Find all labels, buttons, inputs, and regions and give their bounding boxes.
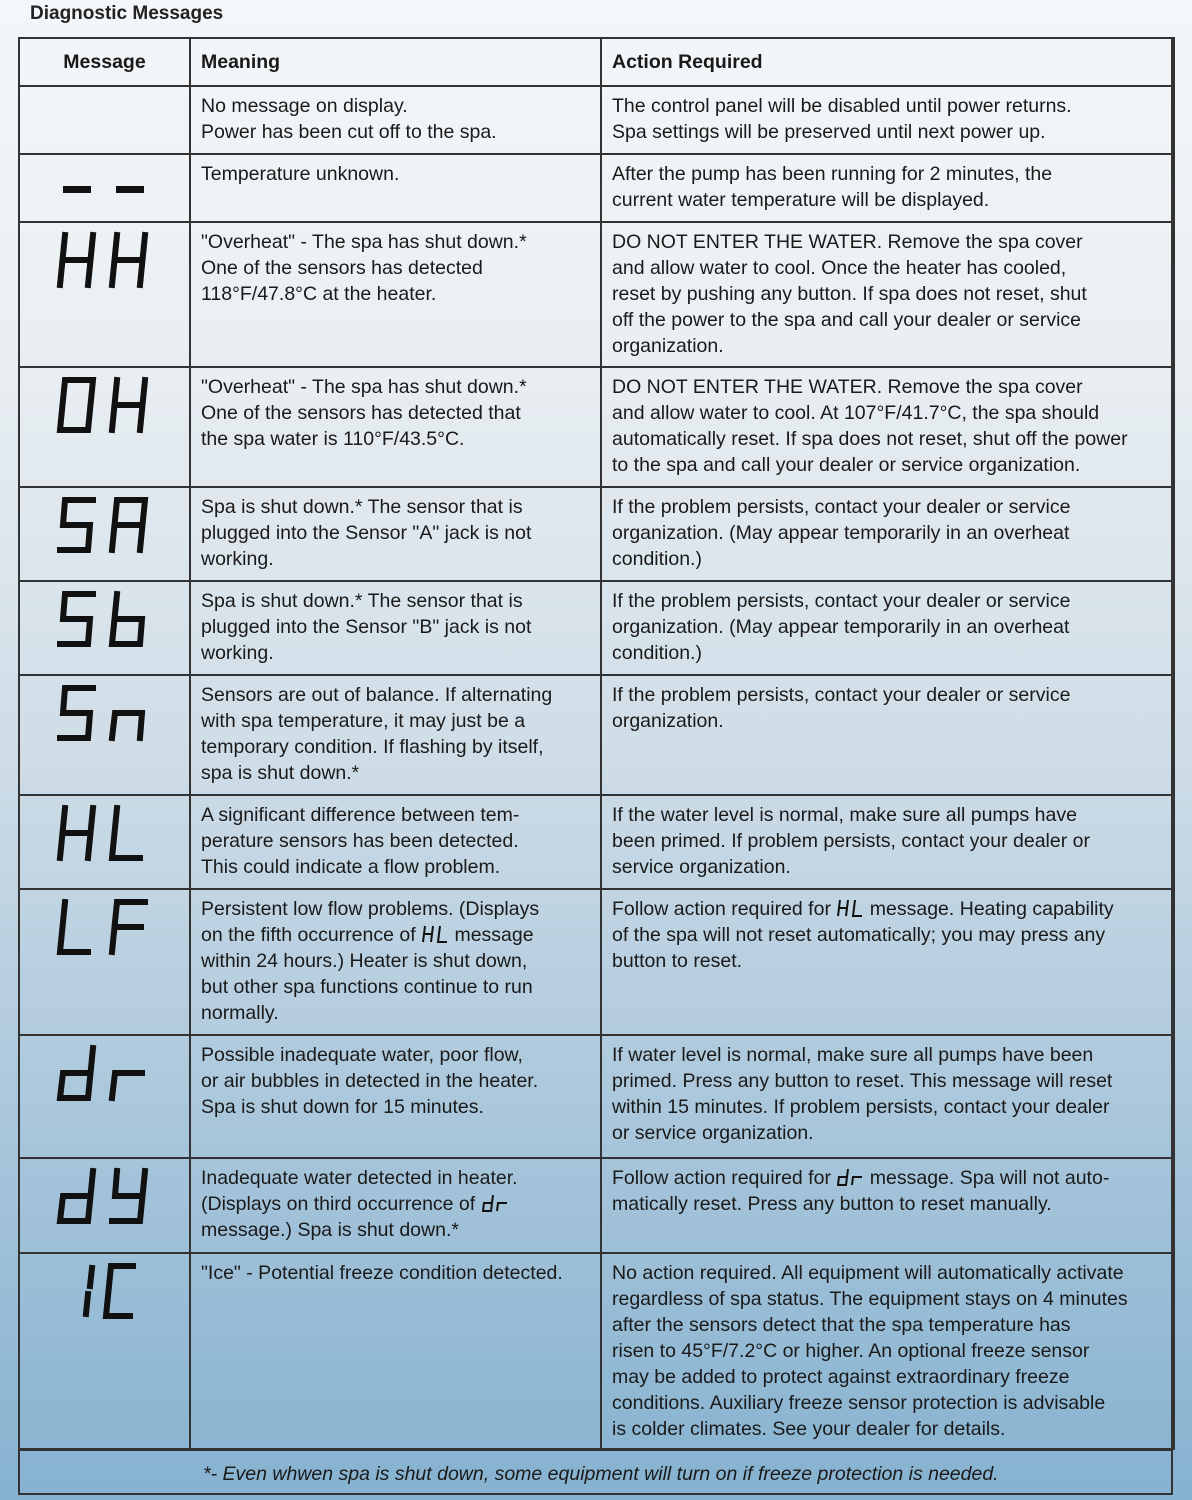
action-line: risen to 45°F/7.2°C or higher. An optional freeze sensor — [612, 1340, 1090, 1362]
meaning-line: with spa temperature, it may just be a — [201, 710, 526, 732]
action-text: Follow action required for — [612, 898, 837, 920]
action-line: DO NOT ENTER THE WATER. Remove the spa cover — [612, 231, 1083, 253]
action-line: DO NOT ENTER THE WATER. Remove the spa cover — [612, 376, 1083, 398]
meaning-line: One of the sensors has detected — [201, 257, 483, 279]
action-line: off the power to the spa and call your dealer or service — [612, 309, 1081, 331]
action-line: and allow water to cool. At 107°F/41.7°C, the spa should — [612, 402, 1100, 424]
meaning-line: "Overheat" - The spa has shut down.* — [201, 231, 527, 253]
action-line: reset by pushing any button. If spa does not reset, shut — [612, 283, 1087, 305]
action-line: is colder climates. See your dealer for details. — [612, 1418, 1006, 1440]
action-line: been primed. If problem persists, contact your dealer or — [612, 830, 1090, 852]
meaning-line: perature sensors has been detected. — [201, 830, 519, 852]
action-line: organization. — [612, 710, 724, 732]
action-line: conditions. Auxiliary freeze sensor protection is advisable — [612, 1392, 1106, 1414]
action-line: to the spa and call your dealer or service organization. — [612, 454, 1081, 476]
footnote-row — [20, 1449, 1171, 1493]
meaning-line: Spa is shut down.* The sensor that is — [201, 590, 523, 612]
action-line: and allow water to cool. Once the heater has cooled, — [612, 257, 1067, 279]
meaning-line: Spa is shut down.* The sensor that is — [201, 496, 523, 518]
meaning-line: Possible inadequate water, poor flow, — [201, 1044, 523, 1066]
meaning-line: temporary condition. If flashing by itself, — [201, 736, 544, 758]
meaning-text: (Displays on third occurrence of — [201, 1193, 481, 1215]
action-line: The control panel will be disabled until power returns. — [612, 95, 1072, 117]
header-action: Action Required — [601, 38, 1174, 86]
meaning-line: but other spa functions continue to run — [201, 976, 533, 998]
action-line: after the sensors detect that the spa temperature has — [612, 1314, 1071, 1336]
action-line: automatically reset. If spa does not reset, shut off the power — [612, 428, 1128, 450]
action-line: Spa settings will be preserved until next power up. — [612, 121, 1046, 143]
meaning-line: plugged into the Sensor "B" jack is not — [201, 616, 532, 638]
meaning-line: Persistent low flow problems. (Displays — [201, 898, 540, 920]
meaning-line: plugged into the Sensor "A" jack is not — [201, 522, 532, 544]
meaning-line: within 24 hours.) Heater is shut down, — [201, 950, 528, 972]
action-line: organization. — [612, 335, 724, 357]
footnote: *- Even whwen spa is shut down, some equipment will turn on if freeze protection is needed. — [203, 1463, 999, 1485]
action-line: current water temperature will be displayed. — [612, 189, 990, 211]
action-line: condition.) — [612, 642, 702, 664]
action-line: within 15 minutes. If problem persists, contact your dealer — [612, 1096, 1110, 1118]
action-line: After the pump has been running for 2 minutes, the — [612, 163, 1053, 185]
action-line: condition.) — [612, 548, 702, 570]
meaning-line: spa is shut down.* — [201, 762, 360, 784]
meaning-line: Inadequate water detected in heater. — [201, 1167, 518, 1189]
meaning-line: 118°F/47.8°C at the heater. — [201, 283, 437, 305]
action-line: or service organization. — [612, 1122, 814, 1144]
meaning-text: message — [449, 924, 534, 946]
meaning-line: No message on display. — [201, 95, 408, 117]
meaning-line: This could indicate a flow problem. — [201, 856, 501, 878]
action-text: Follow action required for — [612, 1167, 837, 1189]
action-line: service organization. — [612, 856, 791, 878]
meaning-line: One of the sensors has detected that — [201, 402, 521, 424]
meaning-line: Spa is shut down for 15 minutes. — [201, 1096, 484, 1118]
meaning-line: working. — [201, 642, 274, 664]
action-line: regardless of spa status. The equipment stays on 4 minutes — [612, 1288, 1128, 1310]
action-line: If the problem persists, contact your dealer or service — [612, 684, 1071, 706]
meaning-line: or air bubbles in detected in the heater. — [201, 1070, 539, 1092]
action-line: If the problem persists, contact your dealer or service — [612, 590, 1071, 612]
meaning-line: the spa water is 110°F/43.5°C. — [201, 428, 465, 450]
action-line: No action required. All equipment will automatically activate — [612, 1262, 1124, 1284]
meaning-line: working. — [201, 548, 274, 570]
meaning-line: message.) Spa is shut down.* — [201, 1219, 459, 1241]
action-line: matically reset. Press any button to reset manually. — [612, 1193, 1052, 1215]
action-line: If the water level is normal, make sure all pumps have — [612, 804, 1077, 826]
meaning-line: Sensors are out of balance. If alternating — [201, 684, 553, 706]
meaning-line: normally. — [201, 1002, 279, 1024]
action-text: message. Spa will not auto- — [864, 1167, 1110, 1189]
action-line: If the problem persists, contact your dealer or service — [612, 496, 1071, 518]
action-line: If water level is normal, make sure all pumps have been — [612, 1044, 1094, 1066]
action-text: message. Heating capability — [864, 898, 1114, 920]
action-line: of the spa will not reset automatically; you may press any — [612, 924, 1106, 946]
page-title: Diagnostic Messages — [30, 3, 224, 24]
action-line: organization. (May appear temporarily in an overheat — [612, 616, 1070, 638]
action-line: may be added to protect against extraordinary freeze — [612, 1366, 1070, 1388]
action-line: organization. (May appear temporarily in an overheat — [612, 522, 1070, 544]
action-line: button to reset. — [612, 950, 743, 972]
action-line: primed. Press any button to reset. This message will reset — [612, 1070, 1113, 1092]
header-message: Message — [19, 38, 190, 86]
meaning-line: A significant difference between tem- — [201, 804, 520, 826]
meaning-line: "Overheat" - The spa has shut down.* — [201, 376, 527, 398]
meaning-line: "Ice" - Potential freeze condition detected. — [201, 1262, 563, 1284]
header-meaning: Meaning — [190, 38, 601, 86]
meaning-line: Temperature unknown. — [201, 163, 400, 185]
meaning-line: Power has been cut off to the spa. — [201, 121, 497, 143]
meaning-text: on the fifth occurrence of — [201, 924, 422, 946]
table-frame — [18, 37, 1173, 1495]
